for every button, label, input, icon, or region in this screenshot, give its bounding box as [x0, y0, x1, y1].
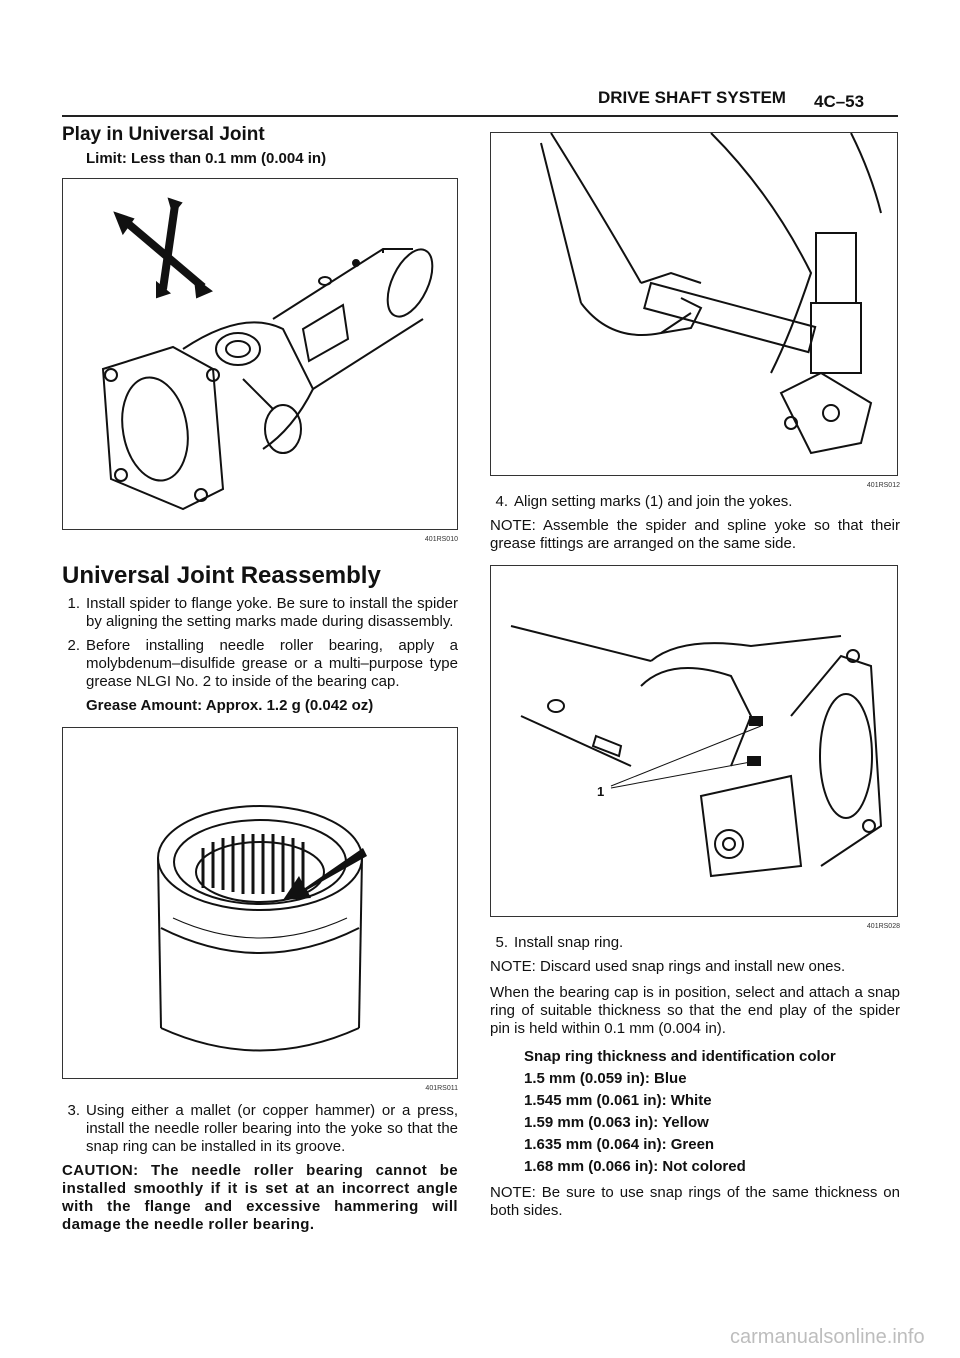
snap-ring-item: 1.545 mm (0.061 in): White: [524, 1092, 712, 1109]
universal-joint-illustration: [63, 179, 457, 529]
figure-1-code: 401RS010: [424, 536, 458, 543]
figure-4-wrapper: [490, 565, 900, 936]
page-number: 4C–53: [814, 92, 865, 111]
step-2-text: Before installing needle roller bearing, apply a molybdenum–disulfide grease or a multi–purpose type grease NLGI No. 2 to inside of the bearing cap.: [86, 637, 458, 690]
snap-ring-list: [524, 1048, 900, 1176]
note-1: NOTE: Assemble the spider and spline yoke so that their grease fittings are arranged on the same side.: [490, 517, 900, 552]
setting-marks-illustration: [491, 566, 897, 916]
snap-ring-title: Snap ring thickness and identification color: [524, 1048, 836, 1065]
step-3-number: 3.: [67, 1102, 80, 1119]
hammer-install-illustration: [491, 133, 897, 475]
grease-amount: Grease Amount: Approx. 1.2 g (0.042 oz): [86, 697, 374, 714]
reassembly-heading: Universal Joint Reassembly: [62, 562, 381, 589]
right-column: [490, 132, 900, 1228]
step-4-number: 4.: [495, 493, 508, 510]
step-2-number: 2.: [67, 637, 80, 654]
note-2: NOTE: Discard used snap rings and install new ones.: [490, 958, 846, 975]
left-column: [62, 122, 458, 1234]
step-3: [62, 1102, 458, 1156]
caution-text: CAUTION: The needle roller bearing cannot be installed smoothly if it is set at an incorrect angle with the flange and excessive hammering will damage the needle roller bearing.: [62, 1162, 458, 1233]
step-2: [62, 637, 458, 691]
snap-ring-paragraph: When the bearing cap is in position, select and attach a snap ring of suitable thickness so that the end play of the spider pin is held within 0.1 mm (0.004 in).: [490, 984, 900, 1037]
callout-1: 1: [597, 784, 605, 799]
header-rule: [62, 115, 898, 117]
snap-ring-item: 1.5 mm (0.059 in): Blue: [524, 1070, 687, 1087]
figure-universal-joint-play: [62, 178, 458, 530]
note-3: NOTE: Be sure to use snap rings of the same thickness on both sides.: [490, 1184, 900, 1219]
step-4: [490, 493, 900, 511]
step-4-text: Align setting marks (1) and join the yokes.: [514, 493, 793, 510]
play-limit: Limit: Less than 0.1 mm (0.004 in): [86, 150, 327, 167]
snap-ring-item: 1.68 mm (0.066 in): Not colored: [524, 1158, 746, 1175]
figure-2-wrapper: [62, 727, 458, 1098]
figure-1-wrapper: [62, 178, 458, 549]
step-5-text: Install snap ring.: [514, 934, 624, 951]
step-1-text: Install spider to flange yoke. Be sure to install the spider by aligning the setting marks made during disassembly.: [86, 595, 458, 630]
play-heading: Play in Universal Joint: [62, 124, 265, 145]
figure-4-code: 401RS028: [866, 923, 900, 930]
step-5: [490, 934, 900, 952]
figure-hammer-install: [490, 132, 898, 476]
step-5-number: 5.: [495, 934, 508, 951]
needle-bearing-illustration: [63, 728, 457, 1078]
figure-setting-marks: [490, 565, 898, 917]
snap-ring-item: 1.635 mm (0.064 in): Green: [524, 1136, 715, 1153]
snap-ring-item: 1.59 mm (0.063 in): Yellow: [524, 1114, 709, 1131]
figure-3-code: 401RS012: [866, 482, 900, 489]
section-title: DRIVE SHAFT SYSTEM: [598, 88, 786, 107]
watermark: carmanualsonline.info: [730, 1326, 925, 1348]
step-1-number: 1.: [67, 595, 80, 612]
figure-2-code: 401RS011: [425, 1085, 458, 1092]
arrow-icon: [283, 848, 367, 900]
figure-3-wrapper: [490, 132, 900, 495]
figure-needle-bearing: [62, 727, 458, 1079]
step-1: [62, 595, 458, 631]
step-3-text: Using either a mallet (or copper hammer) or a press, install the needle roller bearing into the yoke so that the snap ring can be installed in its groove.: [86, 1102, 458, 1155]
